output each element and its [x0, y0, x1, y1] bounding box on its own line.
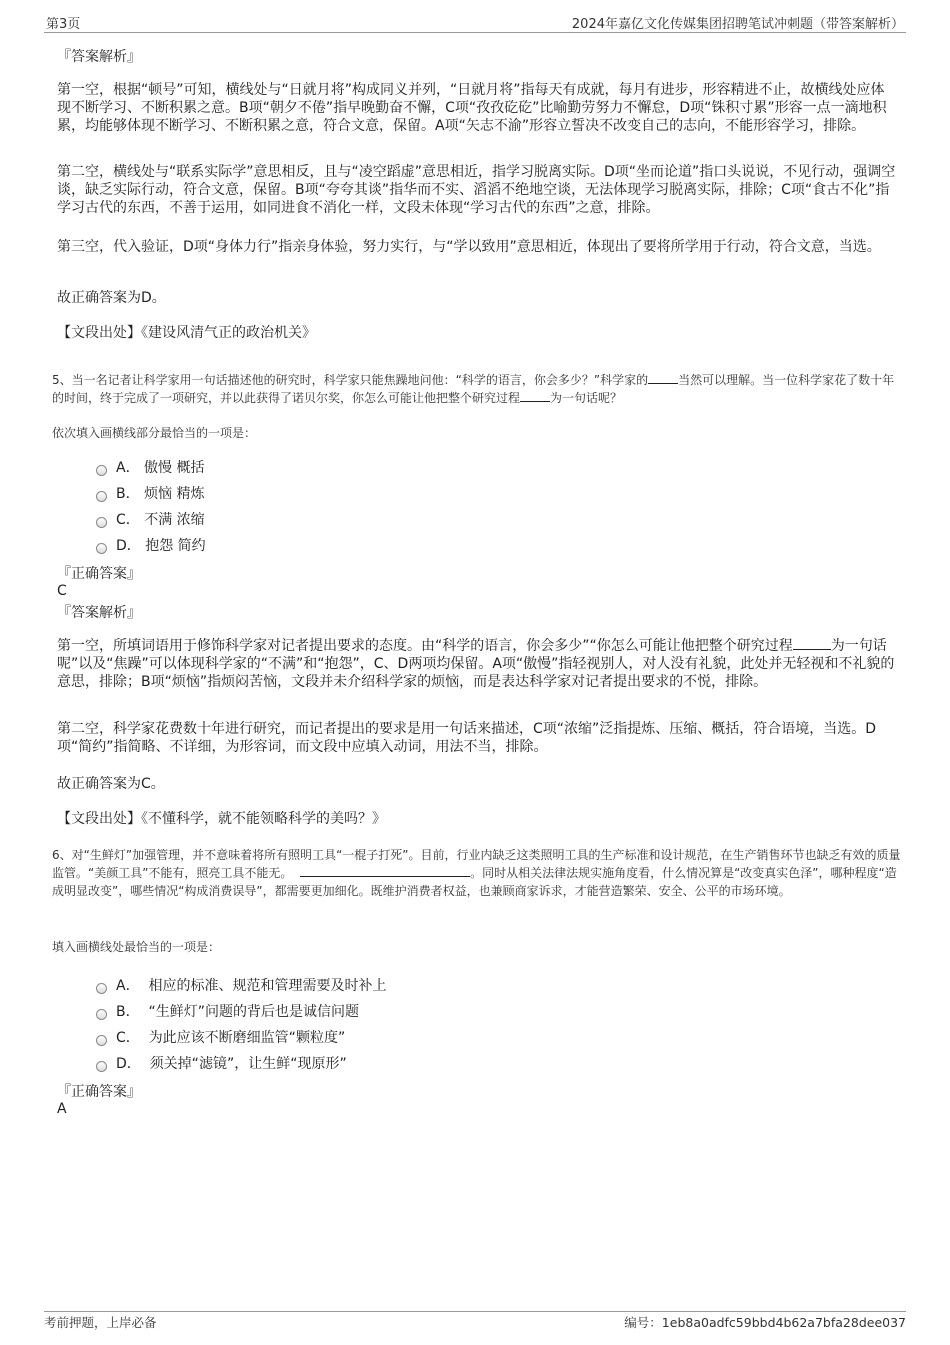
question-prompt: 填入画横线处最恰当的一项是： — [52, 940, 221, 954]
analysis-text: 第一空，所填词语用于修饰科学家对记者提出要求的态度。由“科学的语言，你会多少”“你怎么可能让他把整个研究过程 — [57, 638, 793, 654]
analysis-paragraph: 第二空，科学家花费数十年进行研究，而记者提出的要求是用一句话来描述，C项“浓缩”泛指提炼、压缩、概括，符合语境，当选。D项“简约”指简略、不详细，为形容词，而文段中应填入动词，用法不当，排除。 — [57, 721, 877, 755]
document-title: 2024年嘉亿文化传媒集团招聘笔试冲刺题（带答案解析） — [571, 17, 904, 32]
blank — [648, 371, 678, 384]
question-stem — [52, 371, 902, 407]
radio-icon[interactable] — [96, 1035, 107, 1046]
blank — [520, 389, 550, 402]
answer-value: C — [57, 583, 67, 599]
option-letter: A． — [116, 460, 140, 476]
option-text: 为此应该不断磨细监管“颗粒度” — [148, 1030, 346, 1046]
option-text: 相应的标准、规范和管理需要及时补上 — [148, 978, 387, 994]
stem-text: 6、对“生鲜灯”加强管理，并不意味着将所有照明工具“一棍子打死”。目前，行业内缺乏这类照明工具的生产标准和设计规范，在生产销售环节也缺乏有效的质量监管。“美颜工具”不能有，照亮工具不能无。 — [52, 848, 901, 880]
option-letter: C． — [116, 512, 140, 528]
analysis-label: 『答案解析』 — [57, 605, 141, 621]
option-letter: B． — [116, 1004, 140, 1020]
radio-icon[interactable] — [96, 465, 107, 476]
radio-icon[interactable] — [96, 543, 107, 554]
option-text: 抱怨 简约 — [145, 538, 206, 554]
conclusion: 故正确答案为D。 — [57, 290, 166, 306]
option-b[interactable] — [96, 484, 205, 504]
question-prompt: 依次填入画横线部分最恰当的一项是： — [52, 426, 257, 440]
option-text: 傲慢 概括 — [144, 460, 205, 476]
option-text: “生鲜灯”问题的背后也是诚信问题 — [148, 1004, 360, 1020]
radio-icon[interactable] — [96, 1009, 107, 1020]
blank — [793, 637, 831, 650]
source-citation: 【文段出处】《不懂科学，就不能领略科学的美吗？》 — [57, 811, 386, 827]
analysis-paragraph: 第三空，代入验证，D项“身体力行”指亲身体验，努力实行，与“学以致用”意思相近，体现出了要将所学用于行动，符合文意，当选。 — [57, 239, 881, 255]
option-letter: B． — [116, 486, 140, 502]
option-letter: D． — [116, 538, 141, 554]
option-letter: D． — [116, 1056, 141, 1072]
answer-label: 『正确答案』 — [57, 566, 141, 582]
option-text: 烦恼 精炼 — [144, 486, 205, 502]
question-stem — [52, 846, 902, 900]
stem-text: 当然可以理解。当一位科学家花了数十年的时间，终于完成了一项研究，并以此获得了诺贝尔奖，你怎么可能让他把整个研究过程 — [52, 373, 895, 405]
conclusion: 故正确答案为C。 — [57, 776, 165, 792]
analysis-text: 为一句话呢”以及“焦躁”可以体现科学家的“不满”和“抱怨”，C、D两项均保留。A项“傲慢”指轻视别人，对人没有礼貌，此处并无轻视和不礼貌的意思，排除；B项“烦恼”指烦闷苦恼，文段并未介绍科学家的烦恼，而是表达科学家对记者提出要求的不悦，排除。 — [57, 638, 895, 690]
header-divider — [44, 32, 906, 33]
answer-label: 『正确答案』 — [57, 1084, 141, 1100]
option-a[interactable] — [96, 458, 204, 478]
option-d[interactable] — [96, 536, 206, 556]
option-c[interactable] — [96, 510, 205, 530]
option-b[interactable] — [96, 1002, 359, 1022]
option-text: 不满 浓缩 — [144, 512, 205, 528]
blank — [300, 864, 470, 877]
footer-divider — [44, 1311, 906, 1312]
stem-text: 5、当一名记者让科学家用一句话描述他的研究时，科学家只能焦躁地问他：“科学的语言，你会多少？”科学家的 — [52, 373, 649, 387]
page-number: 第3页 — [46, 17, 81, 32]
document-id: 编号：1eb8a0adfc59bbd4b62a7bfa28dee037 — [624, 1315, 906, 1330]
footer-slogan: 考前押题，上岸必备 — [44, 1315, 157, 1330]
stem-text: 。同时从相关法律法规实施角度看，什么情况算是“改变真实色泽”，哪种程度“造成明显改变”，哪些情况“构成消费误导”，都需要更加细化。既维护消费者权益，也兼顾商家诉求，才能营造繁荣、安全、公平的市场环境。 — [52, 866, 897, 898]
analysis-paragraph: 第二空，横线处与“联系实际学”意思相反，且与“凌空蹈虚”意思相近，指学习脱离实际。D项“坐而论道”指口头说说，不见行动，强调空谈，缺乏实际行动，符合文意，保留。B项“夸夸其谈”指华而不实、滔滔不绝地空谈，无法体现学习脱离实际，排除；C项“食古不化”指学习古代的东西，不善于运用，如同进食不消化一样，文段未体现“学习古代的东西”之意，排除。 — [57, 164, 896, 216]
analysis-paragraph — [57, 637, 897, 691]
stem-text: 为一句话呢？ — [550, 391, 623, 405]
radio-icon[interactable] — [96, 517, 107, 528]
option-letter: C． — [116, 1030, 140, 1046]
radio-icon[interactable] — [96, 1061, 107, 1072]
option-c[interactable] — [96, 1028, 345, 1048]
option-d[interactable] — [96, 1054, 347, 1074]
analysis-paragraph: 第一空，根据“顿号”可知，横线处与“日就月将”构成同义并列，“日就月将”指每天有成就，每月有进步，形容精进不止，故横线处应体现不断学习、不断积累之意。B项“朝夕不倦”指早晚勤奋不懈，C项“孜孜矻矻”比喻勤劳努力不懈怠，D项“铢积寸累”形容一点一滴地积累，均能够体现不断学习、不断积累之意，符合文意，保留。A项“矢志不渝”形容立誓决不改变自己的志向，不能形容学习，排除。 — [57, 82, 887, 134]
option-a[interactable] — [96, 976, 386, 996]
option-text: 须关掉“滤镜”，让生鲜“现原形” — [149, 1056, 347, 1072]
radio-icon[interactable] — [96, 491, 107, 502]
analysis-label: 『答案解析』 — [57, 49, 141, 65]
radio-icon[interactable] — [96, 983, 107, 994]
option-letter: A． — [116, 978, 140, 994]
source-citation: 【文段出处】《建设风清气正的政治机关》 — [57, 325, 316, 341]
answer-value: A — [57, 1101, 67, 1117]
